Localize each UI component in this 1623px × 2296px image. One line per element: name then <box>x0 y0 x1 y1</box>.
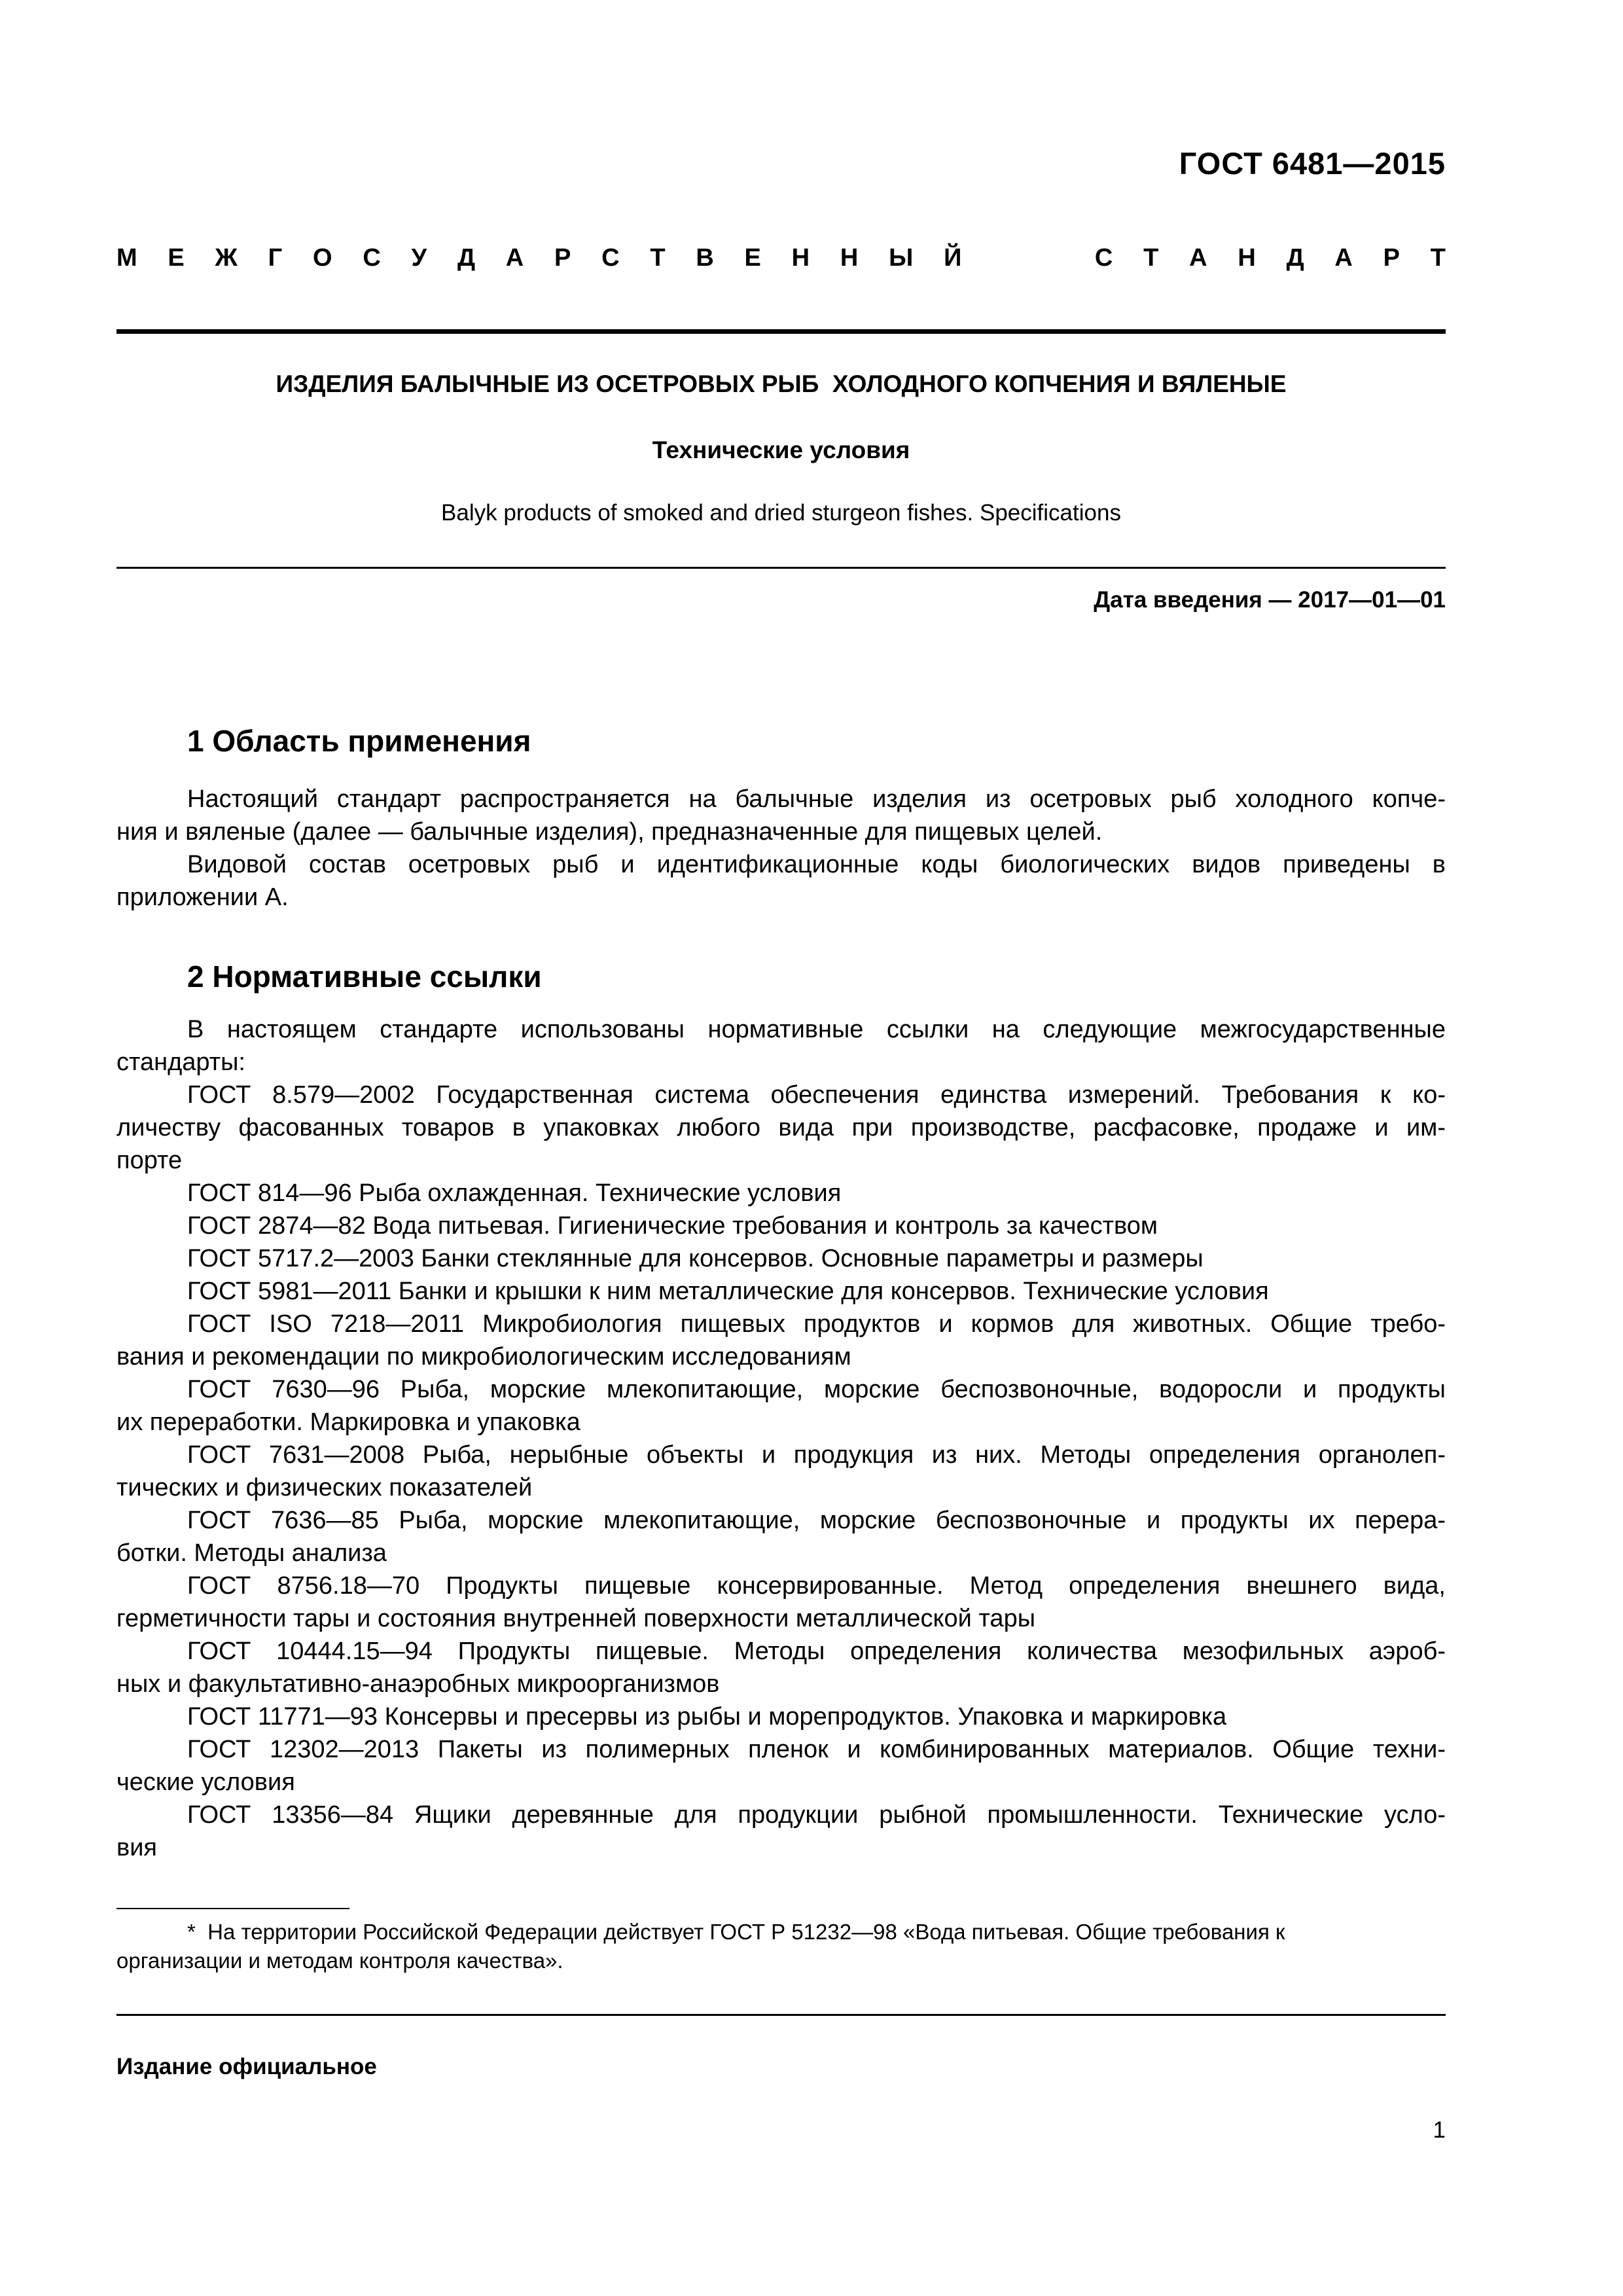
text-line: Видовой состав осетровых рыб и идентификационные коды биологических видов приведены в <box>187 851 1446 878</box>
text-line: ботки. Методы анализа <box>116 1539 387 1567</box>
introduction-date: Дата введения — 2017—01—01 <box>1094 587 1446 613</box>
standard-type-letter: Ж <box>215 244 238 272</box>
standard-type-letter: А <box>505 244 524 272</box>
footnote-line: * На территории Российской Федерации действует ГОСТ Р 51232—98 «Вода питьевая. Общие требования к <box>187 1920 1285 1944</box>
document-title: ИЗДЕЛИЯ БАЛЫЧНЫЕ ИЗ ОСЕТРОВЫХ РЫБ ХОЛОДНОГО КОПЧЕНИЯ И ВЯЛЕНЫЕ <box>276 370 1287 397</box>
standard-type-letter: О <box>312 244 332 272</box>
standard-type-letter: С <box>363 244 381 272</box>
text-line: тических и физических показателей <box>116 1474 533 1501</box>
footnote-separator <box>116 1908 349 1909</box>
text-line: ных и факультативно-анаэробных микроорганизмов <box>116 1670 720 1698</box>
text-line: ГОСТ 2874—82 Вода питьевая. Гигиенические требования и контроль за качеством <box>187 1212 1158 1240</box>
text-line: ГОСТ 13356—84 Ящики деревянные для продукции рыбной промышленности. Технические усло- <box>187 1801 1446 1829</box>
text-line: личеству фасованных товаров в упаковках любого вида при производстве, расфасовке, продаже и им- <box>116 1114 1446 1141</box>
document-code: ГОСТ 6481—2015 <box>1179 146 1446 181</box>
standard-type-letter: В <box>696 244 714 272</box>
text-line: ГОСТ ISO 7218—2011 Микробиология пищевых продуктов и кормов для животных. Общие требо- <box>187 1310 1446 1338</box>
text-line: ГОСТ 8.579—2002 Государственная система обеспечения единства измерений. Требования к ко- <box>187 1081 1446 1109</box>
standard-type-letter: С <box>601 244 620 272</box>
standard-type-letter: Н <box>840 244 859 272</box>
text-line: приложении А. <box>116 884 289 911</box>
standard-type-letter: Р <box>554 244 571 272</box>
standard-type-letter: Т <box>1430 244 1446 272</box>
text-line: ГОСТ 7630—96 Рыба, морские млекопитающие, морские беспозвоночные, водоросли и продукты <box>187 1376 1446 1403</box>
section-1-body <box>116 783 1446 914</box>
text-line: ГОСТ 7631—2008 Рыба, нерыбные объекты и продукция из них. Методы определения органолеп- <box>187 1441 1446 1469</box>
document-subtitle: Технические условия <box>652 437 910 463</box>
standard-type-heading <box>116 244 1446 272</box>
text-line: ГОСТ 814—96 Рыба охлажденная. Технические условия <box>187 1179 842 1207</box>
standard-type-letter: У <box>411 244 427 272</box>
standard-type-letter: Р <box>1383 244 1400 272</box>
text-line: вания и рекомендации по микробиологическим исследованиям <box>116 1343 851 1371</box>
text-line: ГОСТ 11771—93 Консервы и пресервы из рыбы и морепродуктов. Упаковка и маркировка <box>187 1703 1227 1731</box>
page-number: 1 <box>1433 2117 1446 2143</box>
standard-type-letter: Н <box>791 244 810 272</box>
text-line: стандарты: <box>116 1049 245 1076</box>
standard-type-letter: М <box>116 244 137 272</box>
section-1-heading: 1 Область применения <box>187 724 531 758</box>
document-title-english: Balyk products of smoked and dried sturgeon fishes. Specifications <box>441 500 1121 526</box>
text-line: Настоящий стандарт распространяется на балычные изделия из осетровых рыб холодного копче- <box>187 785 1446 813</box>
standard-type-letter: Д <box>1286 244 1304 272</box>
standard-type-letter: А <box>1334 244 1353 272</box>
title-rule <box>116 567 1446 569</box>
standard-type-letter: А <box>1189 244 1207 272</box>
text-line: ГОСТ 10444.15—94 Продукты пищевые. Методы определения количества мезофильных аэроб- <box>187 1638 1446 1665</box>
text-line: ГОСТ 5981—2011 Банки и крышки к ним металлические для консервов. Технические условия <box>187 1278 1269 1305</box>
standard-type-letter: Й <box>944 244 962 272</box>
standard-type-letter: Н <box>1238 244 1256 272</box>
standard-type-letter: Т <box>1143 244 1159 272</box>
standard-type-letter: Е <box>744 244 761 272</box>
section-2-body <box>116 1013 1446 1864</box>
standard-type-letter: Г <box>268 244 283 272</box>
section-2-heading: 2 Нормативные ссылки <box>187 960 542 994</box>
text-line: ния и вяленые (далее — балычные изделия), предназначенные для пищевых целей. <box>116 818 1103 846</box>
edition-label: Издание официальное <box>116 2054 377 2079</box>
text-line: порте <box>116 1147 183 1174</box>
text-line: ГОСТ 8756.18—70 Продукты пищевые консервированные. Метод определения внешнего вида, <box>187 1572 1446 1600</box>
text-line: ГОСТ 7636—85 Рыба, морские млекопитающие, морские беспозвоночные и продукты их перера- <box>187 1507 1446 1534</box>
text-line: ГОСТ 12302—2013 Пакеты из полимерных пленок и комбинированных материалов. Общие техни- <box>187 1736 1446 1763</box>
standard-type-letter: С <box>1094 244 1113 272</box>
text-line: их переработки. Маркировка и упаковка <box>116 1408 580 1436</box>
footnote-line: организации и методам контроля качества». <box>116 1948 563 1973</box>
text-line: ГОСТ 5717.2—2003 Банки стеклянные для консервов. Основные параметры и размеры <box>187 1245 1204 1272</box>
standard-type-letter: Д <box>457 244 476 272</box>
standard-type-letter: Ы <box>889 244 914 272</box>
text-line: вия <box>116 1834 157 1861</box>
footnote <box>116 1918 1446 1975</box>
word-gap <box>992 244 1064 272</box>
standard-type-letter: Е <box>168 244 185 272</box>
header-rule <box>116 329 1446 334</box>
text-line: ческие условия <box>116 1768 295 1796</box>
standard-type-letter: Т <box>650 244 666 272</box>
text-line: герметичности тары и состояния внутренней поверхности металлической тары <box>116 1605 1036 1632</box>
text-line: В настоящем стандарте использованы нормативные ссылки на следующие межгосударственные <box>187 1016 1446 1043</box>
footer-rule <box>116 2014 1446 2016</box>
